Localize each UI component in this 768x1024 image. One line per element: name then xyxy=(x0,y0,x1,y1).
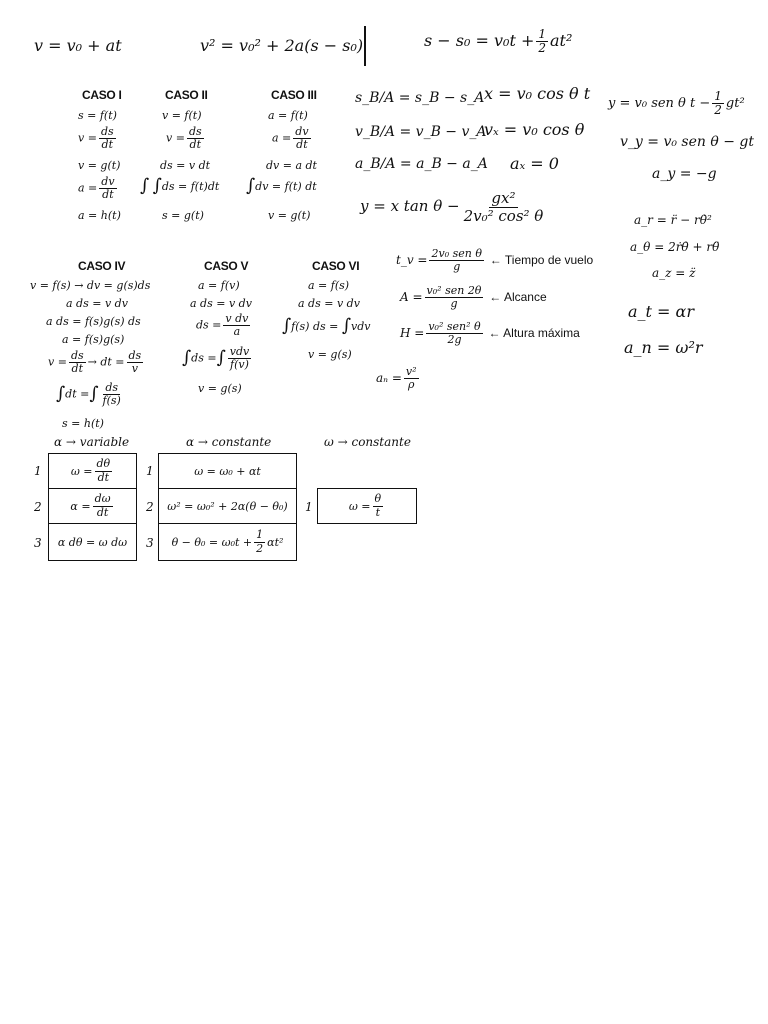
caso3-r2 xyxy=(272,126,313,151)
frac-den: f(s) xyxy=(102,394,121,408)
flight-time xyxy=(396,248,593,273)
integral-icon: ∫ xyxy=(216,347,226,368)
relative-position: s_B/A = s_B − s_A xyxy=(355,90,485,106)
label: → dt = xyxy=(87,355,125,369)
max-height-note: ← Altura máxima xyxy=(488,326,580,341)
label: y = v₀ sen θ t − xyxy=(608,96,711,112)
row-number-1: 1 xyxy=(34,464,42,478)
frac-den: g xyxy=(453,260,461,274)
normal-accel: a_n = ω²r xyxy=(624,338,703,357)
polar-az: a_z = z̈ xyxy=(652,266,696,280)
caso2-r3: ds = v dt xyxy=(160,159,211,172)
caso5-r3 xyxy=(196,313,252,338)
caso1-r3: v = g(t) xyxy=(78,159,121,172)
frac-den: 2 xyxy=(256,541,264,555)
caso5-title: CASO V xyxy=(204,259,249,273)
integral-icon: ∫ xyxy=(246,176,256,196)
frac-num: 1 xyxy=(714,89,722,103)
caso5-r1: a = f(v) xyxy=(198,279,240,292)
row-number-2: 2 xyxy=(34,500,42,514)
label: ω = xyxy=(348,499,371,513)
label: a = xyxy=(272,131,292,145)
integral-icon: ∫ xyxy=(282,316,292,336)
frac-den: a xyxy=(233,325,241,339)
caso4-r3: a ds = f(s)g(s) ds xyxy=(46,315,141,328)
caso4-r6 xyxy=(56,382,125,407)
label: a = xyxy=(78,181,98,195)
frac-den: 2 xyxy=(714,103,722,118)
max-height xyxy=(400,321,580,346)
relative-velocity: v_B/A = v_B − v_A xyxy=(355,124,487,140)
caso2-r5: s = g(t) xyxy=(162,209,204,222)
frac-num: dv xyxy=(101,175,115,188)
projectile-vy: v_y = v₀ sen θ − gt xyxy=(620,134,755,150)
label: v = xyxy=(78,131,97,145)
header-alpha-variable: α → variable xyxy=(54,435,130,449)
frac-num: v₀² sen 2θ xyxy=(426,284,482,297)
frac-num: ds xyxy=(188,125,202,138)
frac-den: dt xyxy=(101,138,114,152)
polar-ar: a_r = r̈ − rθ̇² xyxy=(634,213,712,227)
alpha-variable-box-1 xyxy=(48,453,137,489)
caso3-title: CASO III xyxy=(271,88,317,102)
polar-atheta: a_θ = 2ṙθ̇ + rθ̈ xyxy=(630,240,720,254)
normal-accel-rho xyxy=(376,366,421,391)
label: θ − θ₀ = ω₀t + xyxy=(171,535,253,549)
velocity-squared-formula: v² = v₀² + 2a(s − s₀) xyxy=(200,36,364,55)
position-formula-right: at² xyxy=(550,31,573,51)
label: ω = xyxy=(70,464,93,478)
caso4-r2: a ds = v dv xyxy=(66,297,128,310)
caso6-title: CASO VI xyxy=(312,259,360,273)
frac-num: dω xyxy=(94,492,111,506)
row-number-1: 1 xyxy=(146,464,154,478)
caso1-r4 xyxy=(78,176,119,201)
caso1-r1: s = f(t) xyxy=(78,109,117,122)
label: vdv xyxy=(351,319,371,333)
caso3-r3: dv = a dt xyxy=(266,159,317,172)
velocity-formula: v = v₀ + at xyxy=(34,36,122,55)
relative-acceleration: a_B/A = a_B − a_A xyxy=(355,156,488,172)
alpha-constant-box-3 xyxy=(158,523,297,561)
row-number-3: 3 xyxy=(146,536,154,550)
caso3-r4 xyxy=(246,178,317,196)
frac-num: gx² xyxy=(491,189,516,207)
label: H = xyxy=(400,326,425,341)
alpha-variable-box-3: α dθ = ω dω xyxy=(48,523,137,561)
label: ds = f(t)dt xyxy=(161,179,220,193)
caso4-r7: s = h(t) xyxy=(62,417,104,430)
label: ds = xyxy=(191,351,217,365)
header-alpha-constant: α → constante xyxy=(186,435,272,449)
caso2-r1: v = f(t) xyxy=(162,109,202,122)
caso1-r5: a = h(t) xyxy=(78,209,121,222)
trajectory xyxy=(360,190,547,224)
caso2-r2 xyxy=(166,126,206,151)
caso3-r1: a = f(t) xyxy=(268,109,308,122)
caso2-title: CASO II xyxy=(165,88,208,102)
projectile-vx: vₓ = v₀ cos θ xyxy=(484,120,585,139)
projectile-y xyxy=(608,90,745,117)
alpha-constant-box-1: ω = ω₀ + αt xyxy=(158,453,297,489)
frac-den: 2v₀² cos² θ xyxy=(463,206,544,225)
frac-den: 2g xyxy=(447,333,462,347)
label: f(s) ds = xyxy=(291,319,339,333)
frac-num: 2v₀ sen θ xyxy=(431,247,482,260)
frac-num: ds xyxy=(128,349,142,362)
label: v = xyxy=(48,355,67,369)
flight-time-note: ← Tiempo de vuelo xyxy=(489,253,594,268)
frac-num: dθ xyxy=(96,457,111,471)
caso5-r4 xyxy=(182,346,253,371)
frac-num: 1 xyxy=(538,27,547,41)
range xyxy=(400,285,547,310)
alpha-constant-box-2: ω² = ω₀² + 2α(θ − θ₀) xyxy=(158,488,297,524)
tangential-accel: a_t = αr xyxy=(628,302,694,321)
frac-den: dt xyxy=(189,138,202,152)
label: ds = xyxy=(196,318,222,332)
projectile-x: x = v₀ cos θ t xyxy=(484,84,591,103)
frac-num: ds xyxy=(100,125,114,138)
frac-num: θ xyxy=(374,492,382,506)
integral-icon: ∫ xyxy=(140,176,150,196)
label: gt² xyxy=(725,96,745,112)
row-number-2: 2 xyxy=(146,500,154,514)
integral-icon: ∫ xyxy=(152,176,162,196)
label: α = xyxy=(70,499,91,513)
integral-icon: ∫ xyxy=(341,316,352,336)
caso4-r4: a = f(s)g(s) xyxy=(62,333,125,346)
label: A = xyxy=(400,290,423,305)
caso5-r2: a ds = v dv xyxy=(190,297,252,310)
position-formula-left: s − s₀ = v₀t + xyxy=(424,31,535,51)
frac-num: ds xyxy=(70,349,84,362)
frac-num: dv xyxy=(295,125,309,138)
frac-num: v² xyxy=(405,365,417,378)
frac-den: dt xyxy=(71,362,84,376)
frac-den: ρ xyxy=(407,378,415,392)
caso6-r3 xyxy=(282,318,371,336)
caso6-r4: v = g(s) xyxy=(308,348,352,361)
caso6-r2: a ds = v dv xyxy=(298,297,360,310)
caso3-r5: v = g(t) xyxy=(268,209,311,222)
frac-den: t xyxy=(375,505,381,519)
projectile-ax: aₓ = 0 xyxy=(510,154,559,173)
frac-den: f(v) xyxy=(230,358,249,372)
frac-den: dt xyxy=(102,188,114,202)
caso4-r5 xyxy=(48,350,145,375)
label: t_v = xyxy=(396,253,428,268)
label: v = xyxy=(166,131,185,145)
frac-num: 1 xyxy=(256,528,264,542)
integral-icon: ∫ xyxy=(182,347,192,368)
label: y = x tan θ − xyxy=(360,197,460,215)
range-note: ← Alcance xyxy=(489,290,547,305)
frac-den: 2 xyxy=(538,41,547,56)
label: αt² xyxy=(267,535,284,549)
frac-den: dt xyxy=(97,470,110,484)
projectile-ay: a_y = −g xyxy=(652,166,717,182)
caso5-r5: v = g(s) xyxy=(198,382,242,395)
label: dv = f(t) dt xyxy=(255,179,317,193)
caso2-r4 xyxy=(140,178,219,196)
integral-icon: ∫ xyxy=(56,383,66,404)
row-number-1: 1 xyxy=(305,500,313,514)
caso6-r1: a = f(s) xyxy=(308,279,350,292)
frac-den: dt xyxy=(96,505,109,519)
omega-constant-box xyxy=(317,488,417,524)
frac-den: g xyxy=(450,297,458,311)
frac-num: vdv xyxy=(229,345,250,358)
alpha-variable-box-2 xyxy=(48,488,137,524)
frac-num: v dv xyxy=(225,312,249,325)
position-formula xyxy=(424,28,572,55)
frac-den: v xyxy=(131,362,138,376)
label: dt = xyxy=(65,387,90,401)
frac-den: dt xyxy=(296,138,308,152)
integral-icon: ∫ xyxy=(89,383,99,404)
divider-line xyxy=(364,26,366,66)
header-omega-constant: ω → constante xyxy=(324,435,411,449)
row-number-3: 3 xyxy=(34,536,42,550)
caso4-r1: v = f(s) → dv = g(s)ds xyxy=(30,279,151,292)
frac-num: ds xyxy=(105,381,119,394)
caso4-title: CASO IV xyxy=(78,259,126,273)
label: aₙ = xyxy=(376,371,402,386)
frac-num: v₀² sen² θ xyxy=(428,320,481,333)
caso1-r2 xyxy=(78,126,118,151)
caso1-title: CASO I xyxy=(82,88,122,102)
